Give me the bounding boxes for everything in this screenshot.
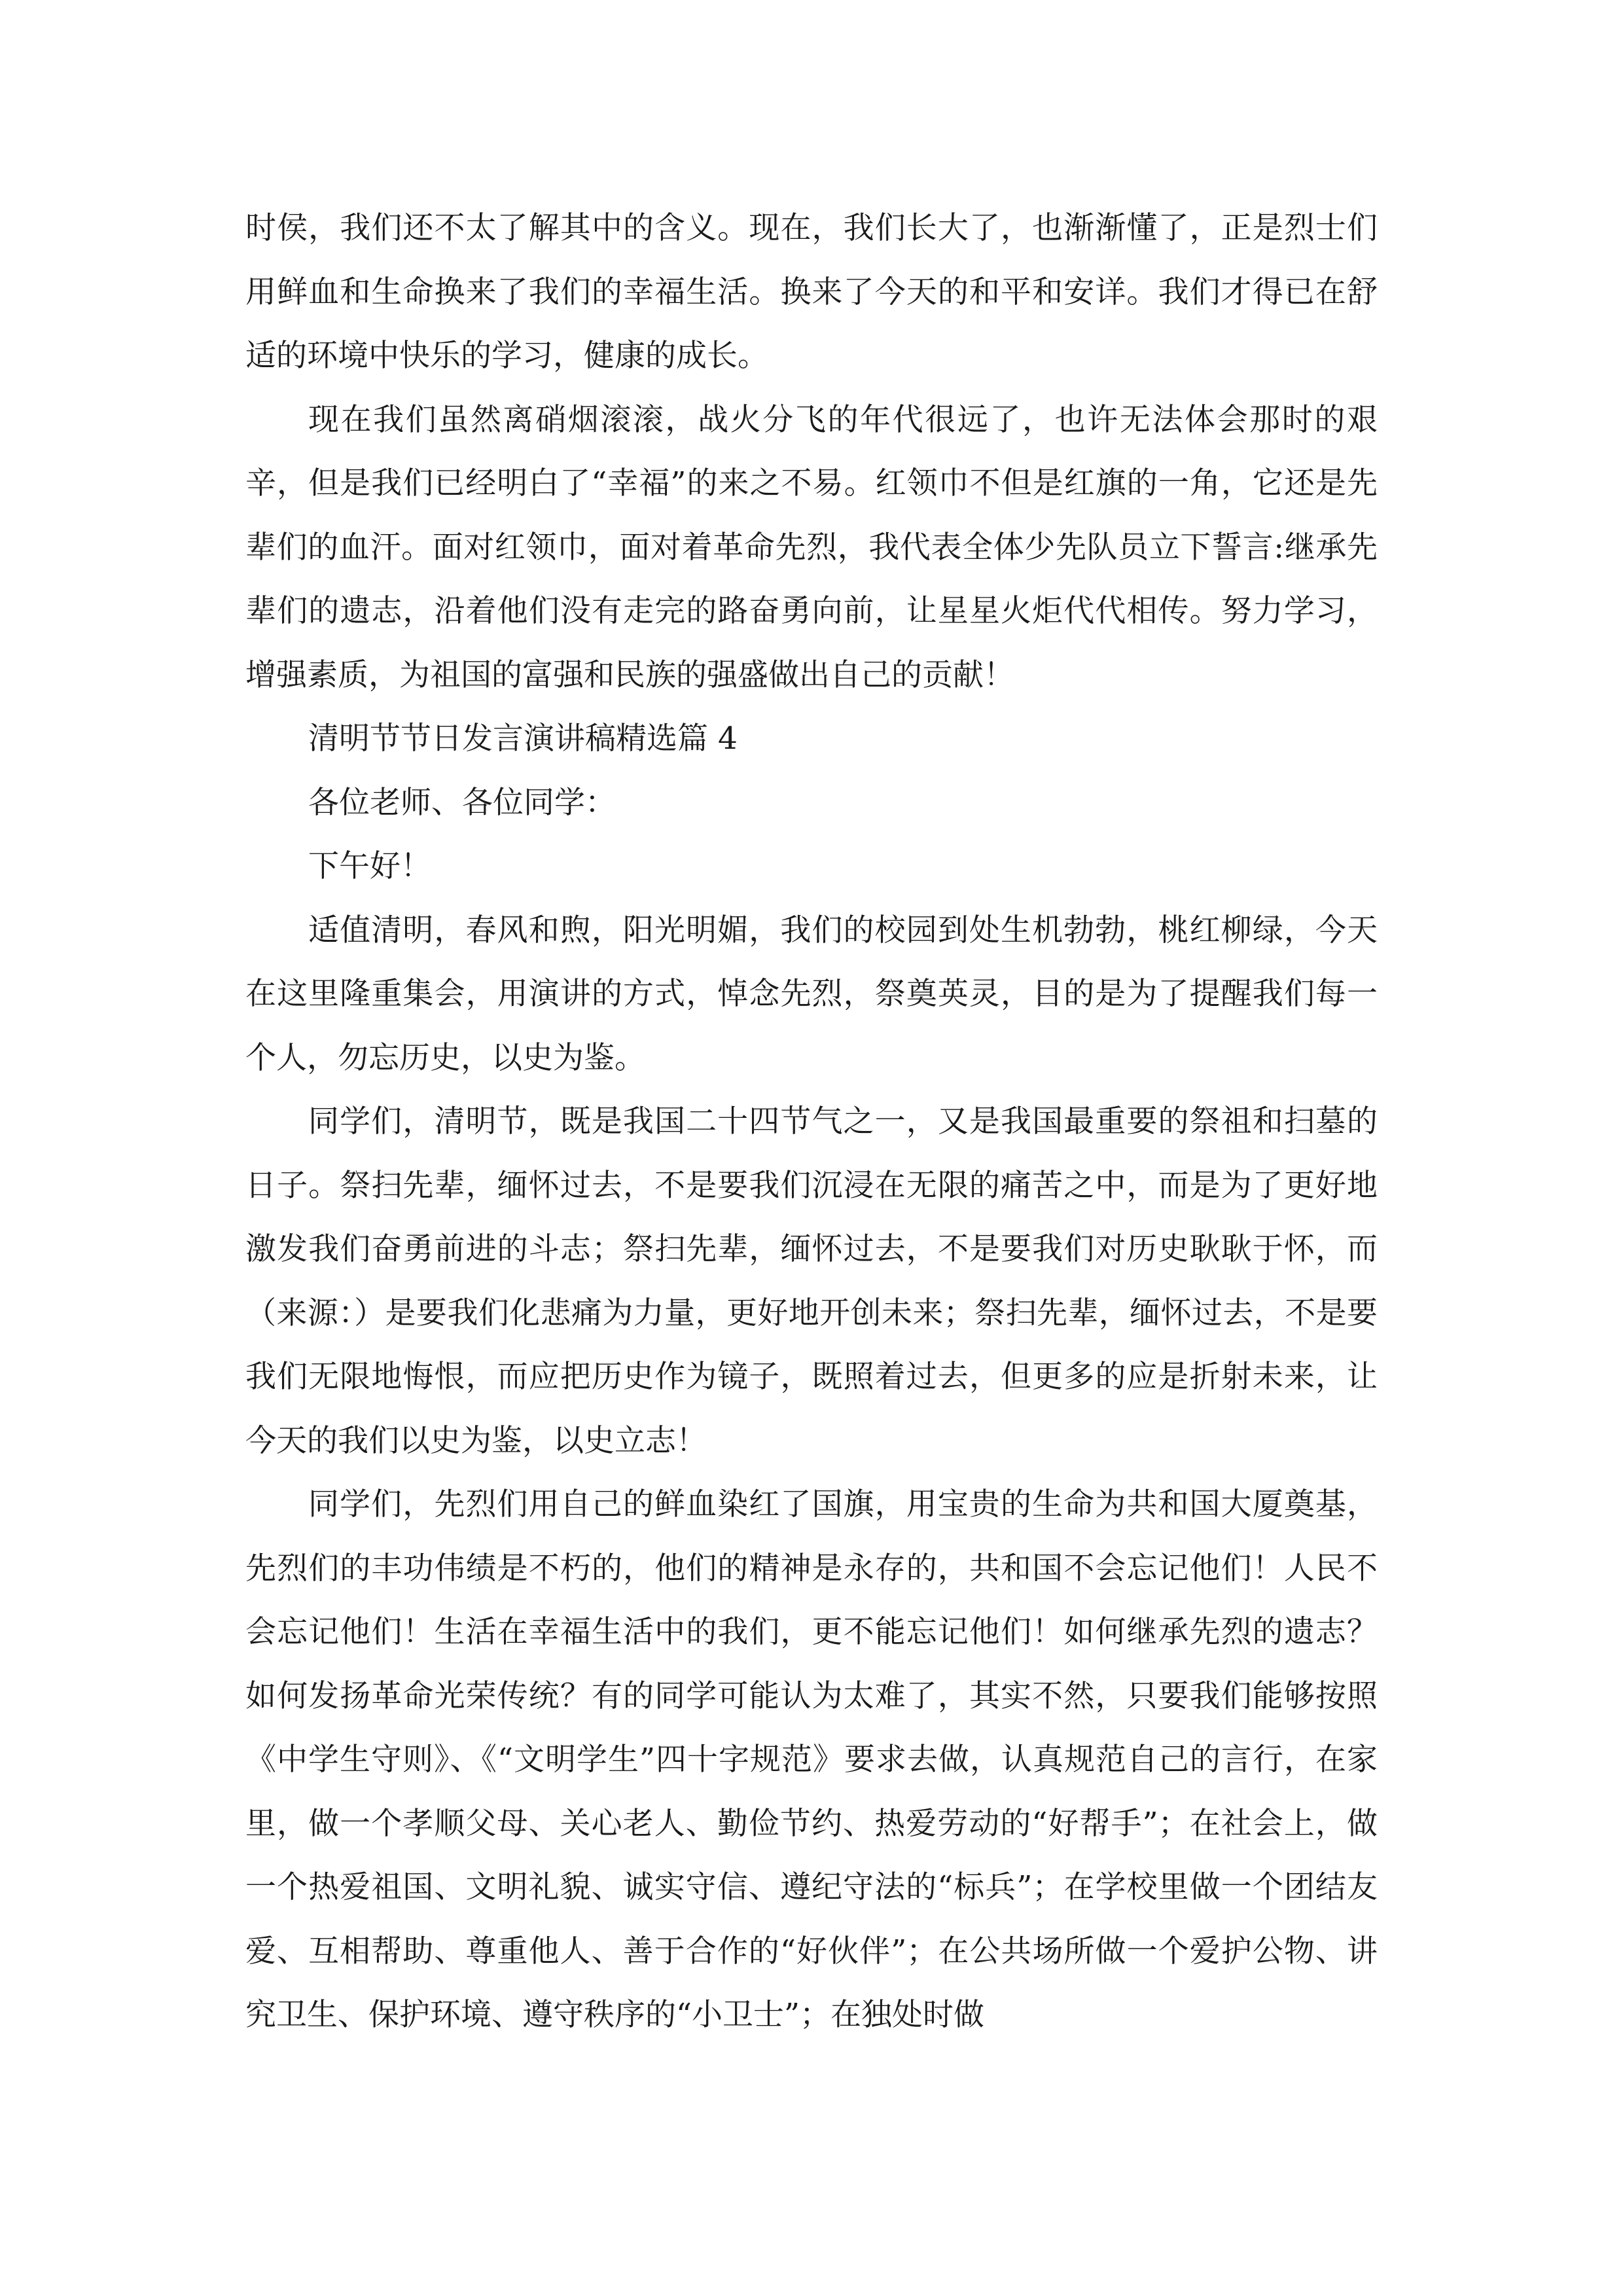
paragraph-qingming: 同学们，清明节，既是我国二十四节气之一，又是我国最重要的祭祖和扫墓的日子。祭扫先辈，缅怀过去，不是要我们沉浸在无限的痛苦之中，而是为了更好地激发我们奋勇前进的斗志；祭扫先辈，缅怀过去，不是要我们对历史耿耿于怀，而（来源：）是要我们化悲痛为力量，更好地开创未来；祭扫先辈，缅怀过去，不是要我们无限地悔恨，而应把历史作为镜子，既照着过去，但更多的应是折射未来，让今天的我们以史为鉴，以史立志！ xyxy=(245,1103,1378,1459)
paragraph-pledge: 现在我们虽然离硝烟滚滚，战火分飞的年代很远了，也许无法体会那时的艰辛，但是我们已经明白了“幸福”的来之不易。红领巾不但是红旗的一角，它还是先辈们的血汗。面对红领巾，面对着革命先烈，我代表全体少先队员立下誓言:继承先辈们的遗志，沿着他们没有走完的路奋勇向前，让星星火炬代代相传。努力学习，增强素质，为祖国的富强和民族的强盛做出自己的贡献！ xyxy=(245,401,1378,693)
paragraph-opening: 适值清明，春风和煦，阳光明媚，我们的校园到处生机勃勃，桃红柳绿，今天在这里隆重集会，用演讲的方式，悼念先烈，祭奠英灵，目的是为了提醒我们每一个人，勿忘历史，以史为鉴。 xyxy=(245,912,1378,1076)
greeting: 下午好！ xyxy=(308,848,431,884)
paragraph-martyrs: 同学们，先烈们用自己的鲜血染红了国旗，用宝贵的生命为共和国大厦奠基，先烈们的丰功伟绩是不朽的，他们的精神是永存的，共和国不会忘记他们！人民不会忘记他们！生活在幸福生活中的我们，更不能忘记他们！如何继承先烈的遗志？如何发扬革命光荣传统？有的同学可能认为太难了，其实不然，只要我们能够按照《中学生守则》、《“文明学生”四十字规范》要求去做，认真规范自己的言行，在家里，做一个孝顺父母、关心老人、勤俭节约、热爱劳动的“好帮手”；在社会上，做一个热爱祖国、文明礼貌、诚实守信、遵纪守法的“标兵”；在学校里做一个团结友爱、互相帮助、尊重他人、善于合作的“好伙伴”；在公共场所做一个爱护公物、讲究卫生、保护环境、遵守秩序的“小卫士”；在独处时做 xyxy=(245,1486,1378,2033)
document-body xyxy=(245,196,1378,2047)
salutation: 各位老师、各位同学： xyxy=(308,784,616,821)
section-title: 清明节节日发言演讲稿精选篇 4 xyxy=(308,721,738,757)
continued-paragraph: 时侯，我们还不太了解其中的含义。现在，我们长大了，也渐渐懂了，正是烈士们用鲜血和生命换来了我们的幸福生活。换来了今天的和平和安详。我们才得已在舒适的环境中快乐的学习，健康的成长。 xyxy=(245,210,1378,374)
